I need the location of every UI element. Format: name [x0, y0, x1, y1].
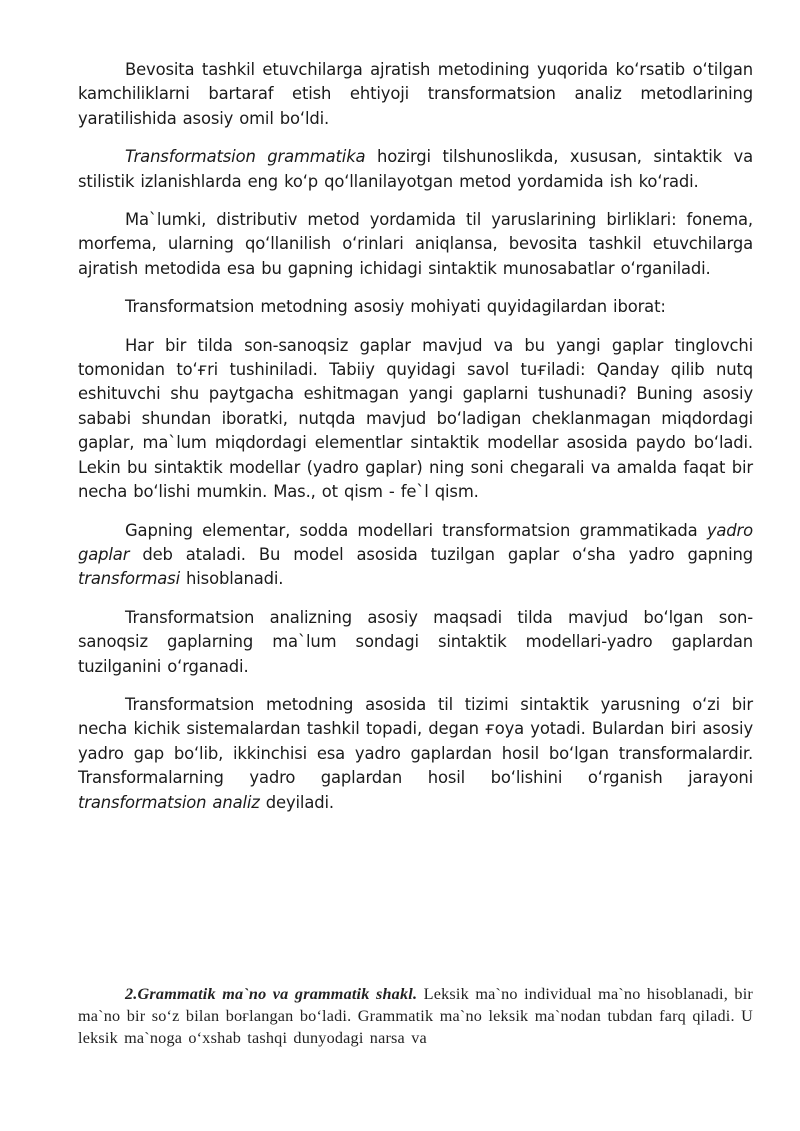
paragraph-1	[78, 58, 753, 131]
term-transformatsion-grammatika: Transformatsion grammatika	[125, 147, 366, 167]
term-transformasi: transformasi	[78, 569, 180, 589]
paragraph-5	[78, 334, 753, 505]
paragraph-8	[78, 693, 753, 815]
section-text: Leksik ma`no individual ma`no hisoblanadi, bir ma`no bir soʻz bilan boғlangan boʻladi. Grammatik ma`no leksik ma`nodan tubdan farq qiladi. U leksik ma`noga oʻxshab tashqi dunyodagi narsa va	[78, 985, 754, 1047]
paragraph-6-text-middle: deb ataladi. Bu model asosida tuzilgan gaplar oʻsha yadro gapning	[129, 544, 753, 564]
paragraph-2	[78, 145, 753, 194]
document-body	[78, 58, 753, 829]
term-yadro-gaplar: yadro gaplar	[78, 520, 753, 564]
paragraph-5-text: Har bir tilda son-sanoqsiz gaplar mavjud va bu yangi gaplar tinglovchi tomonidan toʻғri tushiniladi. Tabiiy quyidagi savol tuғiladi: Qanday qilib nutq eshituvchi shu paytgacha eshitmagan yangi gaplarni tushunadi? Buning asosiy sababi shundan iboratki, nutqda mavjud boʻladigan cheklanmagan miqdordagi gaplar, ma`lum miqdordagi elementlar sintaktik modellar asosida paydo boʻladi. Lekin bu sintaktik modellar (yadro gaplar) ning soni chegarali va amalda faqat bir necha boʻlishi mumkin. Mas., ot qism - fe`l qism.	[78, 335, 753, 502]
section-paragraph	[78, 984, 753, 1049]
paragraph-2-text: hozirgi tilshunoslikda, xususan, sintaktik va stilistik izlanishlarda eng koʻp qoʻllanilayotgan metod yordamida ish koʻradi.	[78, 147, 753, 191]
paragraph-3-text: Ma`lumki, distributiv metod yordamida til yaruslarining birliklari: fonema, morfema, ularning qoʻllanilish oʻrinlari aniqlansa, bevosita tashkil etuvchilarga ajratish metodida esa bu gapning ichidagi sintaktik munosabatlar oʻrganiladi.	[78, 210, 753, 278]
paragraph-4	[78, 295, 753, 319]
paragraph-7-text: Transformatsion analizning asosiy maqsadi tilda mavjud boʻlgan son-sanoqsiz gaplarning ma`lum sondagi sintaktik modellari-yadro gaplardan tuzilganini oʻrganadi.	[78, 607, 753, 676]
paragraph-4-text: Transformatsion metodning asosiy mohiyati quyidagilardan iborat:	[125, 297, 666, 317]
section-heading: 2.Grammatik ma`no va grammatik shakl.	[125, 985, 418, 1003]
term-transformatsion-analiz: transformatsion analiz	[78, 792, 260, 812]
paragraph-6	[78, 519, 753, 592]
paragraph-6-text-before: Gapning elementar, sodda modellari transformatsion grammatikada	[125, 520, 707, 540]
paragraph-7	[78, 606, 753, 679]
paragraph-8-text-before: Transformatsion metodning asosida til tizimi sintaktik yarusning oʻzi bir necha kichik sistemalardan tashkil topadi, degan ғoya yotadi. Bulardan biri asosiy yadro gap boʻlib, ikkinchisi esa yadro gaplardan hosil boʻlgan transformalardir. Transformalarning yadro gaplardan hosil boʻlishini oʻrganish jarayoni	[78, 694, 753, 788]
paragraph-1-text: Bevosita tashkil etuvchilarga ajratish metodining yuqorida koʻrsatib oʻtilgan kamchiliklarni bartaraf etish ehtiyoji transformatsion analiz metodlarining yaratilishida asosiy omil boʻldi.	[78, 60, 753, 128]
paragraph-6-text-after: hisoblanadi.	[179, 569, 284, 589]
paragraph-3	[78, 208, 753, 281]
paragraph-8-text-after: deyiladi.	[259, 792, 334, 812]
